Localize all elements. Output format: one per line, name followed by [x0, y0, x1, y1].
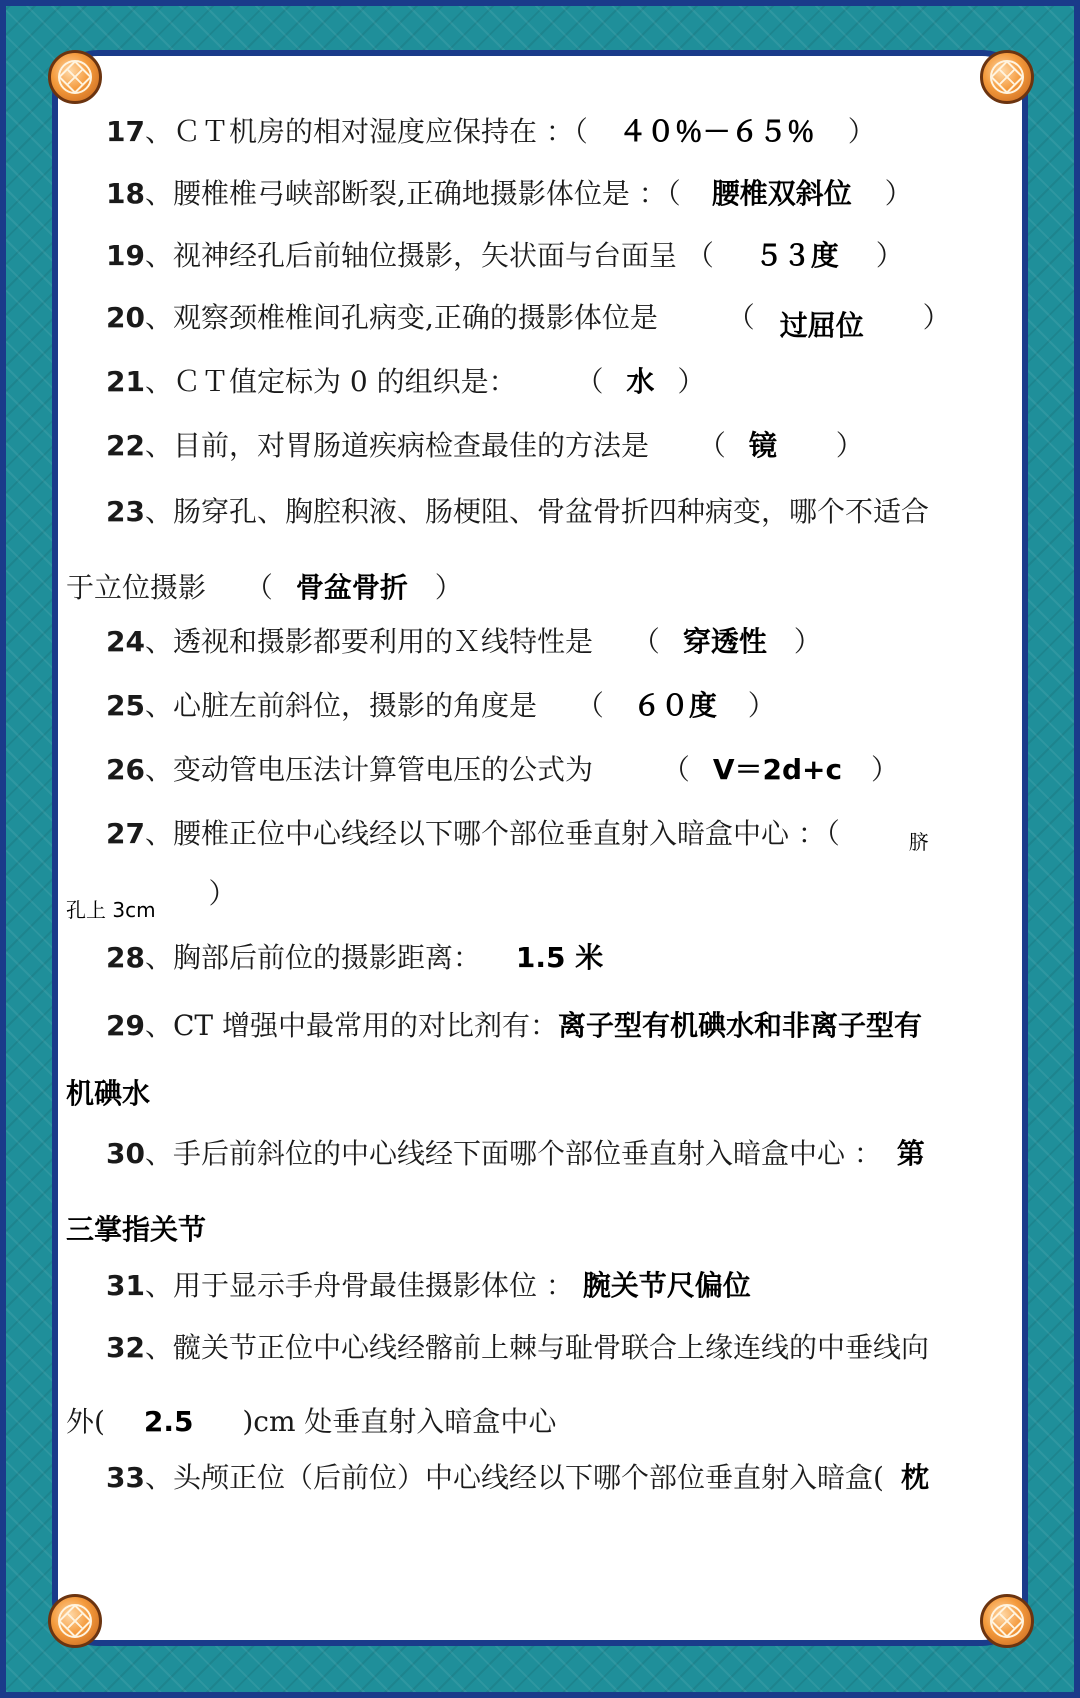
answer: V＝2d+c [712, 753, 843, 786]
question-26: 26、变动管电压法计算管电压的公式为 （ V＝2d+c ） [106, 750, 1022, 790]
question-29-cont [66, 1074, 1022, 1114]
answer-cont: 三掌指关节 [66, 1213, 207, 1246]
answer: 镜 [748, 429, 777, 462]
answer: 骨盆骨折 [295, 571, 408, 604]
question-21: 21、ＣＴ值定标为 0 的组织是： （ 水 ） [106, 362, 1022, 402]
question-30-cont [66, 1210, 1022, 1250]
question-23-cont: 于立位摄影 （ 骨盆骨折 ） [66, 568, 1022, 608]
question-32-cont: 外( 2.5 )cm 处垂直射入暗盒中心 [66, 1402, 1022, 1442]
question-27-cont: 孔上 3cm ） [66, 874, 1022, 916]
question-30: 30、手后前斜位的中心线经下面哪个部位垂直射入暗盒中心 ： 第 [106, 1134, 1022, 1174]
answer-cont: 机碘水 [66, 1077, 151, 1110]
answer: 离子型有机碘水和非离子型有 [557, 1009, 922, 1042]
question-31: 31、用于显示手舟骨最佳摄影体位 ： 腕关节尺偏位 [106, 1266, 1022, 1306]
question-19: 19、视神经孔后前轴位摄影，矢状面与台面呈 （ ５３度 ） [106, 236, 1022, 276]
question-20: 20、观察颈椎椎间孔病变,正确的摄影体位是 （ 过屈位 ） [106, 298, 1022, 338]
corner-ornament-icon [48, 1594, 102, 1648]
answer: 水 [626, 365, 655, 398]
question-29: 29、CT 增强中最常用的对比剂有：离子型有机碘水和非离子型有 [106, 1006, 1022, 1046]
question-32: 32、髋关节正位中心线经髂前上棘与耻骨联合上缘连线的中垂线向 [106, 1331, 929, 1364]
answer: 穿透性 [682, 625, 767, 658]
question-18: 18、腰椎椎弓峡部断裂,正确地摄影体位是 ：（ 腰椎双斜位 ） [106, 174, 1022, 214]
question-28: 28、胸部后前位的摄影距离： 1.5 米 [106, 938, 1022, 978]
answer: ５３度 [754, 239, 839, 272]
answer: 脐 [908, 830, 929, 854]
answer: ４０％－６５％ [618, 115, 815, 148]
answer: 1.5 米 [515, 941, 604, 974]
question-33: 33、头颅正位（后前位）中心线经以下哪个部位垂直射入暗盒( 枕 [106, 1458, 1022, 1498]
answer: 第 [896, 1137, 925, 1170]
answer: 过屈位 [779, 309, 864, 342]
question-27: 27、腰椎正位中心线经以下哪个部位垂直射入暗盒中心 ：（ 脐 [106, 814, 1022, 856]
answer: ６０度 [632, 689, 717, 722]
answer: 腕关节尺偏位 [582, 1269, 751, 1302]
answer: 枕 [900, 1461, 929, 1494]
answer-cont: 孔上 3cm [66, 898, 156, 922]
content-page [52, 50, 1028, 1646]
answer: 2.5 [143, 1405, 194, 1438]
question-17: 17、ＣＴ机房的相对湿度应保持在 ：（ ４０％－６５％ ） [106, 112, 1022, 152]
question-24: 24、透视和摄影都要利用的Ｘ线特性是 （ 穿透性 ） [106, 622, 1022, 662]
corner-ornament-icon [48, 50, 102, 104]
corner-ornament-icon [980, 1594, 1034, 1648]
question-23: 23、肠穿孔、胸腔积液、肠梗阻、骨盆骨折四种病变，哪个不适合 [106, 495, 929, 528]
corner-ornament-icon [980, 50, 1034, 104]
question-25: 25、心脏左前斜位，摄影的角度是 （ ６０度 ） [106, 686, 1022, 726]
answer: 腰椎双斜位 [711, 177, 852, 210]
question-22: 22、目前，对胃肠道疾病检查最佳的方法是 （ 镜 ） [106, 426, 1022, 466]
